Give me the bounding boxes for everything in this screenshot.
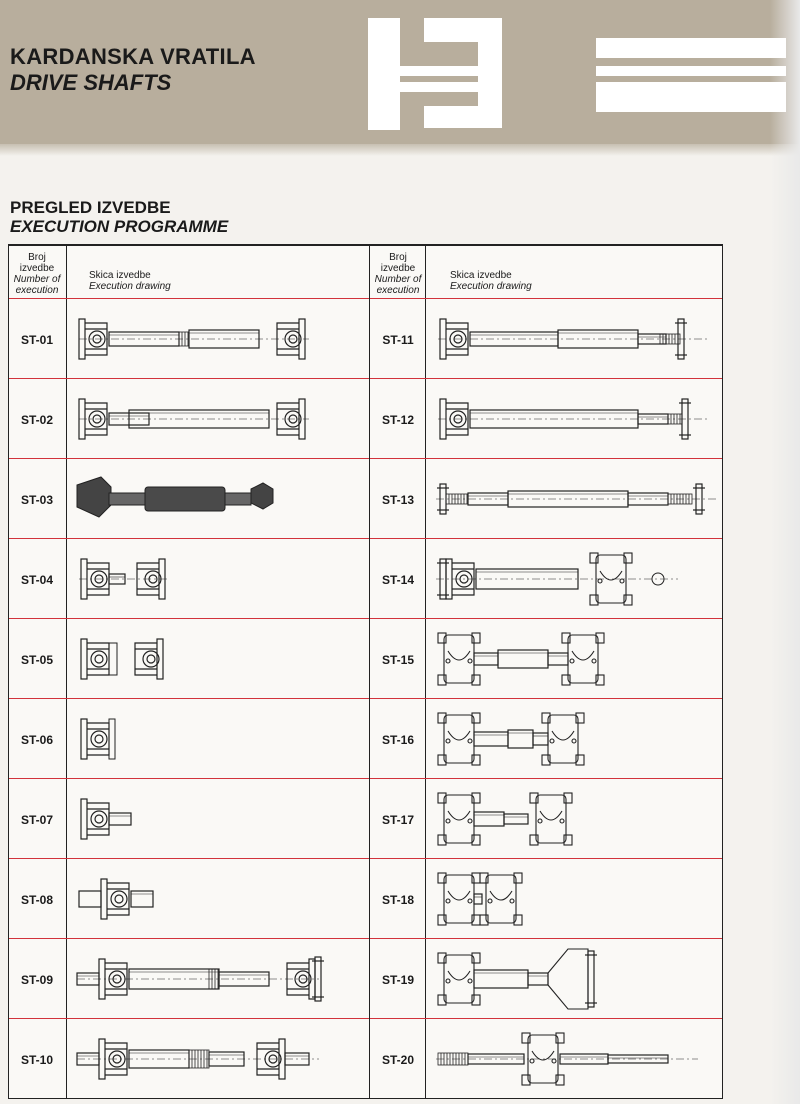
- execution-number: ST-20: [381, 1053, 414, 1067]
- execution-number: ST-18: [381, 893, 414, 907]
- execution-number: ST-19: [381, 973, 414, 987]
- table-row: [9, 698, 369, 779]
- header-drawing-hr: Skica izvedbe: [89, 270, 151, 281]
- execution-drawing: [428, 379, 718, 459]
- execution-drawing: [428, 859, 718, 939]
- execution-number: ST-11: [382, 333, 414, 347]
- table-row: [370, 618, 722, 699]
- execution-number: ST-10: [20, 1053, 53, 1067]
- table-row: [370, 298, 722, 379]
- execution-drawing: [428, 939, 718, 1019]
- execution-number: ST-08: [20, 893, 53, 907]
- execution-drawing: [69, 779, 359, 859]
- execution-number: ST-02: [20, 413, 53, 427]
- execution-drawing: [69, 459, 359, 539]
- table-row: [370, 538, 722, 619]
- execution-drawing: [428, 299, 718, 379]
- table-row: [9, 858, 369, 939]
- table-row: [9, 298, 369, 379]
- execution-number: ST-13: [381, 493, 414, 507]
- table-row: [370, 938, 722, 1019]
- header-number-hr-2: izvedbe: [380, 263, 416, 274]
- execution-drawing: [428, 699, 718, 779]
- execution-drawing: [428, 619, 718, 699]
- execution-number: ST-07: [20, 813, 53, 827]
- table-row: [9, 938, 369, 1019]
- execution-drawing: [69, 299, 359, 379]
- execution-number: ST-12: [381, 413, 414, 427]
- execution-drawing: [428, 459, 718, 539]
- execution-drawing: [69, 539, 359, 619]
- table-row: [370, 1018, 722, 1099]
- table-row: [370, 778, 722, 859]
- header-number-en-2: execution: [15, 285, 59, 296]
- execution-number: ST-14: [381, 573, 414, 587]
- execution-drawing: [428, 539, 718, 619]
- execution-number: ST-05: [20, 653, 53, 667]
- page-title-en: DRIVE SHAFTS: [10, 70, 172, 95]
- execution-number: ST-04: [20, 573, 53, 587]
- execution-number: ST-06: [20, 733, 53, 747]
- page-title-hr: KARDANSKA VRATILA: [10, 44, 256, 69]
- execution-number: ST-03: [20, 493, 53, 507]
- execution-drawing: [69, 1019, 359, 1099]
- table-row: [9, 538, 369, 619]
- execution-number: ST-09: [20, 973, 53, 987]
- header-number-en-1: Number of: [374, 274, 422, 285]
- header-number-en-2: execution: [376, 285, 420, 296]
- table-row: [370, 858, 722, 939]
- header-number-hr-1: Broj: [389, 252, 407, 263]
- table-left: [8, 244, 370, 1099]
- header-drawing-hr: Skica izvedbe: [450, 270, 512, 281]
- section-title-en: EXECUTION PROGRAMME: [10, 217, 229, 236]
- table-row: [370, 698, 722, 779]
- table-row: [9, 458, 369, 539]
- execution-drawing: [428, 779, 718, 859]
- execution-number: ST-16: [381, 733, 414, 747]
- execution-drawing: [428, 1019, 718, 1099]
- table-row: [9, 778, 369, 859]
- execution-drawing: [69, 619, 359, 699]
- table-row: [9, 1018, 369, 1099]
- header-number-en-1: Number of: [13, 274, 61, 285]
- execution-drawing: [69, 699, 359, 779]
- header-drawing-en: Execution drawing: [89, 281, 171, 292]
- header-number-hr-1: Broj: [28, 252, 46, 263]
- execution-drawing: [69, 379, 359, 459]
- execution-number: ST-01: [20, 333, 53, 347]
- table-right: [370, 244, 723, 1099]
- section-title-hr: PREGLED IZVEDBE: [10, 198, 171, 217]
- table-row: [370, 458, 722, 539]
- table-row: [370, 378, 722, 459]
- header-number-hr-2: izvedbe: [19, 263, 55, 274]
- execution-drawing: [69, 859, 359, 939]
- page-edge-shadow: [770, 0, 800, 1104]
- execution-number: ST-15: [381, 653, 414, 667]
- header-drawing-en: Execution drawing: [450, 281, 532, 292]
- table-row: [9, 378, 369, 459]
- execution-drawing: [69, 939, 359, 1019]
- execution-number: ST-17: [381, 813, 414, 827]
- company-logo-icon: [366, 16, 786, 134]
- table-row: [9, 618, 369, 699]
